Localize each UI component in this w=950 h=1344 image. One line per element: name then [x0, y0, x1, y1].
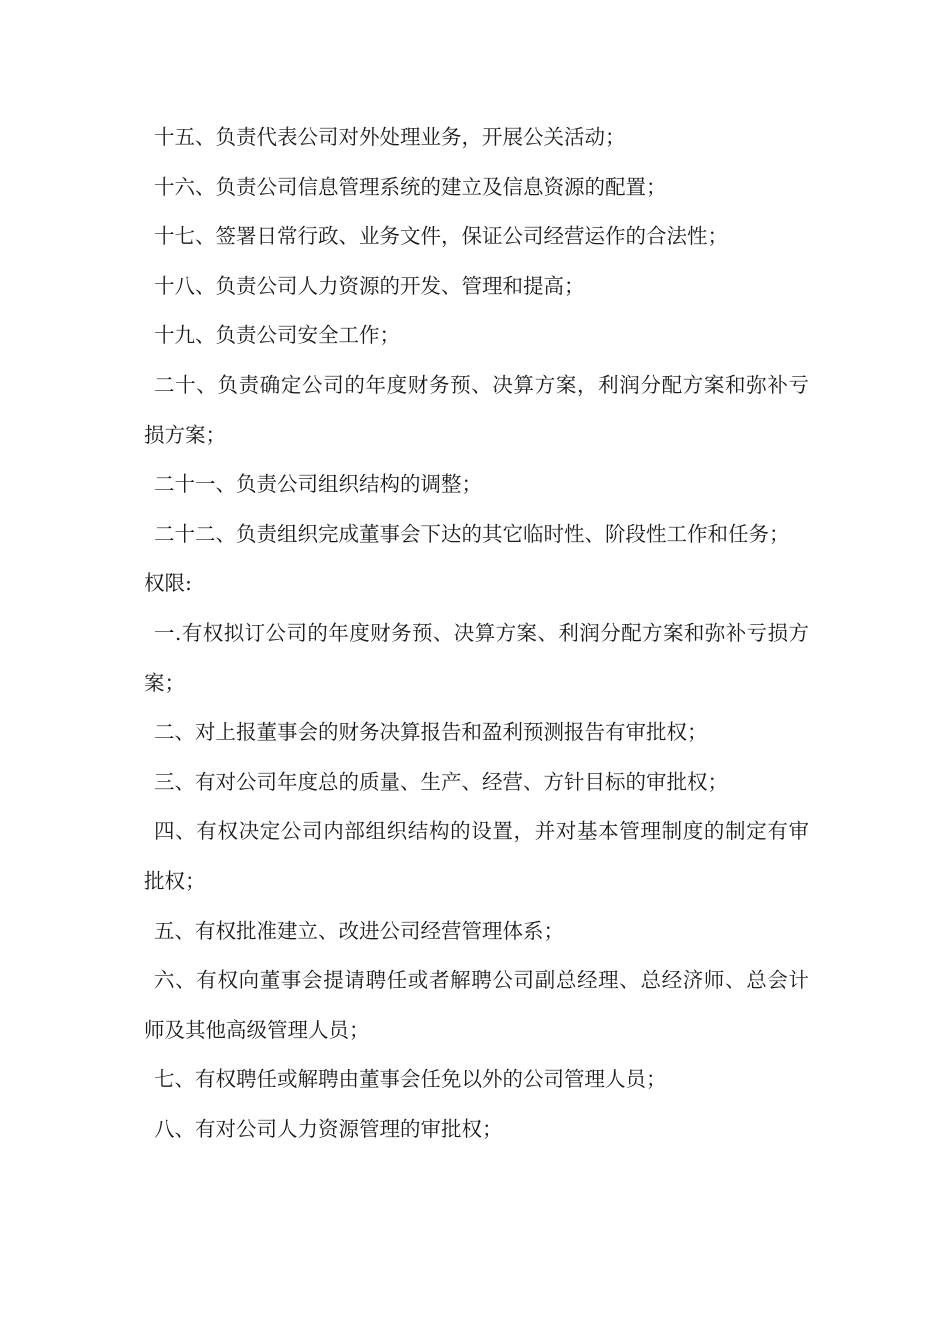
- authority-3: 三、有对公司年度总的质量、生产、经营、方针目标的审批权；: [154, 769, 728, 794]
- duty-21: 二十一、负责公司组织结构的调整；: [154, 472, 482, 497]
- duty-19: 十九、负责公司安全工作；: [154, 323, 400, 348]
- authority-7: 七、有权聘任或解聘由董事会任免以外的公司管理人员；: [154, 1067, 667, 1092]
- duty-22: 二十二、负责组织完成董事会下达的其它临时性、阶段性工作和任务；: [154, 521, 790, 546]
- duty-17: 十七、签署日常行政、业务文件，保证公司经营运作的合法性；: [154, 224, 728, 249]
- authority-5: 五、有权批准建立、改进公司经营管理体系；: [154, 918, 564, 943]
- duty-20: 二十、负责确定公司的年度财务预、决算方案，利润分配方案和弥补亏损方案；: [144, 372, 809, 447]
- authority-1: 一.有权拟订公司的年度财务预、决算方案、利润分配方案和弥补亏损方案；: [144, 620, 809, 695]
- authority-heading: 权限:: [144, 571, 192, 596]
- authority-2: 二、对上报董事会的财务决算报告和盈利预测报告有审批权；: [154, 720, 708, 745]
- duty-16: 十六、负责公司信息管理系统的建立及信息资源的配置；: [154, 174, 667, 199]
- duty-15: 十五、负责代表公司对外处理业务，开展公关活动；: [154, 125, 626, 149]
- document-body: [144, 113, 809, 1154]
- authority-6: 六、有权向董事会提请聘任或者解聘公司副总经理、总经济师、总会计师及其他高级管理人员；: [144, 968, 809, 1042]
- duty-18: 十八、负责公司人力资源的开发、管理和提高；: [154, 273, 585, 298]
- authority-4: 四、有权决定公司内部组织结构的设置，并对基本管理制度的制定有审批权；: [144, 819, 809, 893]
- authority-8: 八、有对公司人力资源管理的审批权；: [154, 1116, 503, 1141]
